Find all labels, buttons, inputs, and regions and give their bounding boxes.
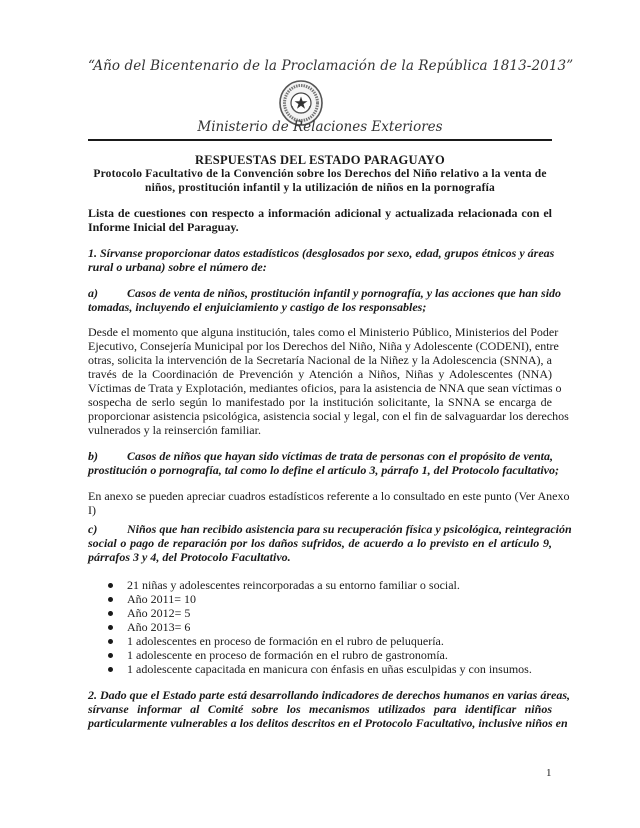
item-b-label: b) xyxy=(88,449,98,463)
answer-b-line1: En anexo se pueden apreciar cuadros estadísticos referente a lo consultado en este punto (Ver Anexo xyxy=(88,489,570,503)
item-c-label: c) xyxy=(88,522,98,536)
question1-line1: 1. Sírvanse proporcionar datos estadísticos (desglosados por sexo, edad, grupos étnicos y áreas xyxy=(88,246,555,260)
question2-line3: particularmente vulnerables a los delitos descritos en el Protocolo Facultativo, inclusive niños en xyxy=(88,716,568,730)
item-c-line1: Niños que han recibido asistencia para su recuperación física y psicológica, reintegración xyxy=(127,522,572,536)
header-divider xyxy=(88,139,552,141)
item-b-line2: prostitución o pornografía, tal como lo define el artículo 3, párrafo 1, del Protocolo facultativo; xyxy=(88,463,559,477)
item-b-line1: Casos de niños que hayan sido víctimas de trata de personas con el propósito de venta, xyxy=(127,449,554,463)
answer-a-line: vulnerados y la reinserción familiar. xyxy=(88,423,261,437)
question1-line2: rural o urbana) sobre el número de: xyxy=(88,260,267,274)
letterhead xyxy=(88,40,574,144)
bullet-text: Año 2011= 10 xyxy=(127,592,196,606)
bullet-icon xyxy=(108,597,113,602)
bullet-text: Año 2012= 5 xyxy=(127,606,191,620)
bullet-item xyxy=(108,648,552,662)
item-a-line2: tomadas, incluyendo el enjuiciamiento y castigo de los responsables; xyxy=(88,300,427,314)
bullet-icon xyxy=(108,583,113,588)
document-title: RESPUESTAS DEL ESTADO PARAGUAYO xyxy=(195,153,445,167)
bullet-text: 1 adolescente en proceso de formación en el rubro de gastronomía. xyxy=(127,648,448,662)
question2-line2: sírvanse informar al Comité sobre los mecanismos utilizados para identificar niños xyxy=(88,702,552,716)
item-c-line3: párrafos 3 y 4, del Protocolo Facultativo. xyxy=(88,550,291,564)
bullet-item xyxy=(108,634,552,648)
letterhead-motto: “Año del Bicentenario de la Proclamación de la República 1813-2013” xyxy=(88,58,574,74)
bullet-icon xyxy=(108,667,113,672)
answer-a-line: Víctimas de Trata y Explotación, mediantes oficios, para la asistencia de NNA que sean víctimas o xyxy=(88,381,562,395)
question2-line1: 2. Dado que el Estado parte está desarrollando indicadores de derechos humanos en varias áreas, xyxy=(88,688,571,702)
bullet-text: 1 adolescente capacitada en manicura con énfasis en uñas esculpidas y con insumos. xyxy=(127,662,532,676)
item-a-label: a) xyxy=(88,286,98,300)
answer-a-line: otras, solicita la intervención de la Secretaría Nacional de la Niñez y la Adolescencia (SNNA), a xyxy=(88,353,552,367)
bullet-item xyxy=(108,662,552,676)
bullet-text: 21 niñas y adolescentes reincorporadas a su entorno familiar o social. xyxy=(127,578,460,592)
item-c-line2: social o pago de reparación por los daños sufridos, de acuerdo a lo previsto en el artículo 9, xyxy=(88,536,552,550)
bullet-text: 1 adolescentes en proceso de formación en el rubro de peluquería. xyxy=(127,634,444,648)
bullet-icon xyxy=(108,625,113,630)
bullet-icon xyxy=(108,653,113,658)
answer-a-line: proporcionar asistencia psicológica, asistencia social y legal, con el fin de salvaguardar los derechos xyxy=(88,409,569,423)
document-subtitle-line2: niños, prostitución infantil y la utilización de niños en la pornografía xyxy=(145,182,495,194)
intro-line1: Lista de cuestiones con respecto a información adicional y actualizada relacionada con el xyxy=(88,206,552,220)
answer-a-line: Ejecutivo, Consejería Municipal por los Derechos del Niño, Niña y Adolescente (CODENI), entre xyxy=(88,339,559,353)
document-subtitle-line1: Protocolo Facultativo de la Convención sobre los Derechos del Niño relativo a la venta de xyxy=(93,168,547,180)
bullet-icon xyxy=(108,639,113,644)
bullet-icon xyxy=(108,611,113,616)
answer-a-line: Desde el momento que alguna institución, tales como el Ministerio Público, Ministerios del Poder xyxy=(88,325,559,339)
intro-line2: Informe Inicial del Paraguay. xyxy=(88,220,239,234)
bullet-text: Año 2013= 6 xyxy=(127,620,191,634)
answer-a-line: sospecha de serlo según lo manifestado por la institución solicitante, la SNNA se encarga de xyxy=(88,395,552,409)
item-a-line1: Casos de venta de niños, prostitución infantil y pornografía, y las acciones que han sido xyxy=(127,286,562,300)
bullet-item xyxy=(108,620,552,634)
letterhead-ministry: Ministerio de Relaciones Exteriores xyxy=(197,119,443,135)
bullet-item xyxy=(108,606,552,620)
answer-a-line: través de la Coordinación de Prevención y Atención a Niños, Niñas y Adolescentes (NNA) xyxy=(88,367,552,381)
bullet-item xyxy=(108,578,552,592)
page-number: 1 xyxy=(546,767,552,779)
answer-b-line2: I) xyxy=(88,503,96,517)
bullet-item xyxy=(108,592,552,606)
